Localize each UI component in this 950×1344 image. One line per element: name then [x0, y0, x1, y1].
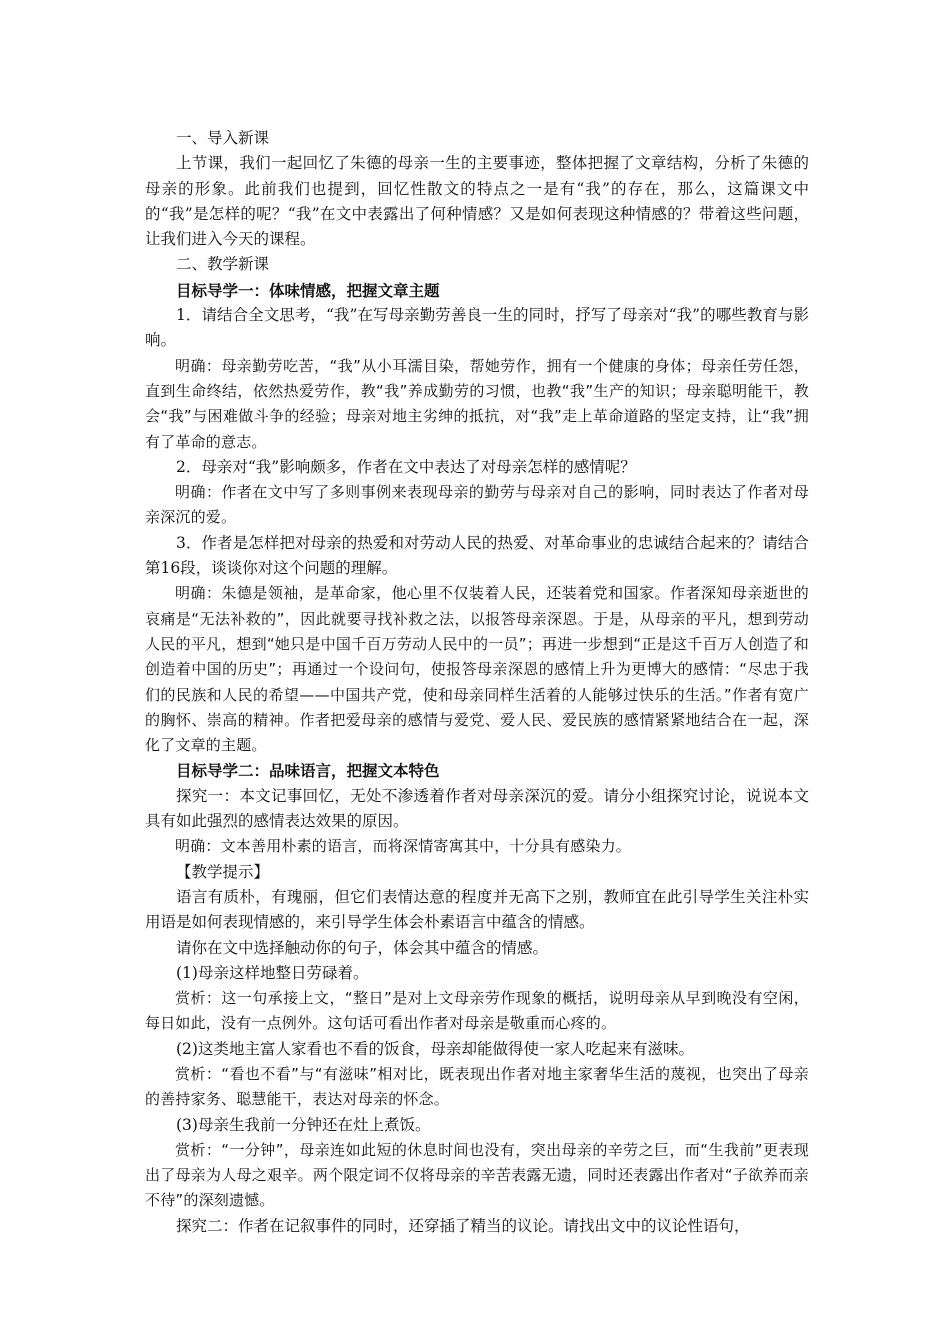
- answer-1: 明确：母亲勤劳吃苦，“我”从小耳濡目染，帮她劳作，拥有一个健康的身体；母亲任劳任怨，直到生命终结，依然热爱劳作，教“我”养成勤劳的习惯，也教“我”生产的知识；母亲聪明能干，教会“我”与困难做斗争的经验；母亲对地主劣绅的抵抗，对“我”走上革命道路的坚定支持，让“我”拥有了革命的意志。: [145, 356, 809, 451]
- answer-2: 明确：作者在文中写了多则事例来表现母亲的勤劳与母亲对自己的影响，同时表达了作者对母亲深沉的爱。: [145, 483, 809, 527]
- explore-2: 探究二：作者在记叙事件的同时，还穿插了精当的议论。请找出文中的议论性语句，: [176, 1216, 750, 1235]
- sentence-1-analysis: 赏析：这一句承接上文，“整日”是对上文母亲劳作现象的概括，说明母亲从早到晚没有空闲，每日如此，没有一点例外。这句话可看出作者对母亲是敬重而心疼的。: [145, 989, 809, 1033]
- document-page: [145, 126, 809, 1239]
- explore-1: 探究一：本文记事回忆，无处不渗透着作者对母亲深沉的爱。请分小组探究讨论，说说本文具有如此强烈的感情表达效果的原因。: [145, 786, 809, 831]
- answer-3: 明确：朱德是领袖，是革命家，他心里不仅装着人民，还装着党和国家。作者深知母亲逝世的哀痛是“无法补救的”，因此就要寻找补救之法，以报答母亲深恩。于是，从母亲的平凡，想到劳动人民的平凡，想到“她只是中国千百万劳动人民中的一员”；再进一步想到“正是这千百万人创造了和创造着中国的历史”；再通过一个设问句，使报答母亲深恩的感情上升为更博大的感情：“尽忠于我们的民族和人民的希望——中国共产党，使和母亲同样生活着的人能够过快乐的生活。”作者有宽广的胸怀、崇高的精神。作者把爱母亲的感情与爱党、爱人民、爱民族的感情紧紧地结合在一起，深化了文章的主题。: [145, 584, 809, 755]
- teaching-tip-text: 语言有质朴，有瑰丽，但它们表情达意的程度并无高下之别，教师宜在此引导学生关注朴实用语是如何表现情感的，来引导学生体会朴素语言中蕴含的情感。: [145, 887, 809, 932]
- question-3: 3．作者是怎样把对母亲的热爱和对劳动人民的热爱、对革命事业的忠诚结合起来的？请结合第16段，谈谈你对这个问题的理解。: [145, 533, 809, 578]
- goal-heading-2: 目标导学二：品味语言，把握文本特色: [176, 761, 440, 781]
- question-1: 1．请结合全文思考，“我”在写母亲勤劳善良一生的同时，抒写了母亲对“我”的哪些教育与影响。: [145, 306, 809, 350]
- sentence-1: (1)母亲这样地整日劳碌着。: [176, 963, 369, 982]
- sentence-3: (3)母亲生我前一分钟还在灶上煮饭。: [176, 1115, 431, 1134]
- sentence-2: (2)这类地主富人家看也不看的饭食，母亲却能做得使一家人吃起来有滋味。: [176, 1039, 694, 1058]
- question-2: 2．母亲对“我”影响颇多，作者在文中表达了对母亲怎样的感情呢？: [176, 457, 636, 476]
- teaching-tip-title: 【教学提示】: [176, 862, 270, 881]
- task-instruction: 请你在文中选择触动你的句子，体会其中蕴含的情感。: [176, 938, 549, 957]
- explore-1-answer: 明确：文本善用朴素的语言，而将深情寄寓其中，十分具有感染力。: [175, 837, 632, 856]
- goal-heading-1: 目标导学一：体味情感，把握文章主题: [176, 280, 440, 300]
- section-title-teaching: 二、教学新课: [176, 255, 270, 274]
- sentence-2-analysis: 赏析：“看也不看”与“有滋味”相对比，既表现出作者对地主家奢华生活的蔑视，也突出了母亲的善持家务、聪慧能干，表达对母亲的怀念。: [145, 1064, 809, 1109]
- sentence-3-analysis: 赏析：“一分钟”，母亲连如此短的休息时间也没有，突出母亲的辛劳之巨，而“生我前”更表现出了母亲为人母之艰辛。两个限定词不仅将母亲的辛苦表露无遗，同时还表露出作者对“子欲养而亲不待”的深刻遗憾。: [145, 1140, 809, 1210]
- intro-paragraph: 上节课，我们一起回忆了朱德的母亲一生的主要事迹，整体把握了文章结构，分析了朱德的母亲的形象。此前我们也提到，回忆性散文的特点之一是有“我”的存在，那么，这篇课文中的“我”是怎样的呢？“我”在文中表露出了何种情感？又是如何表现这种情感的？带着这些问题，让我们进入今天的课程。: [145, 154, 809, 249]
- section-title-intro: 一、导入新课: [176, 129, 270, 147]
